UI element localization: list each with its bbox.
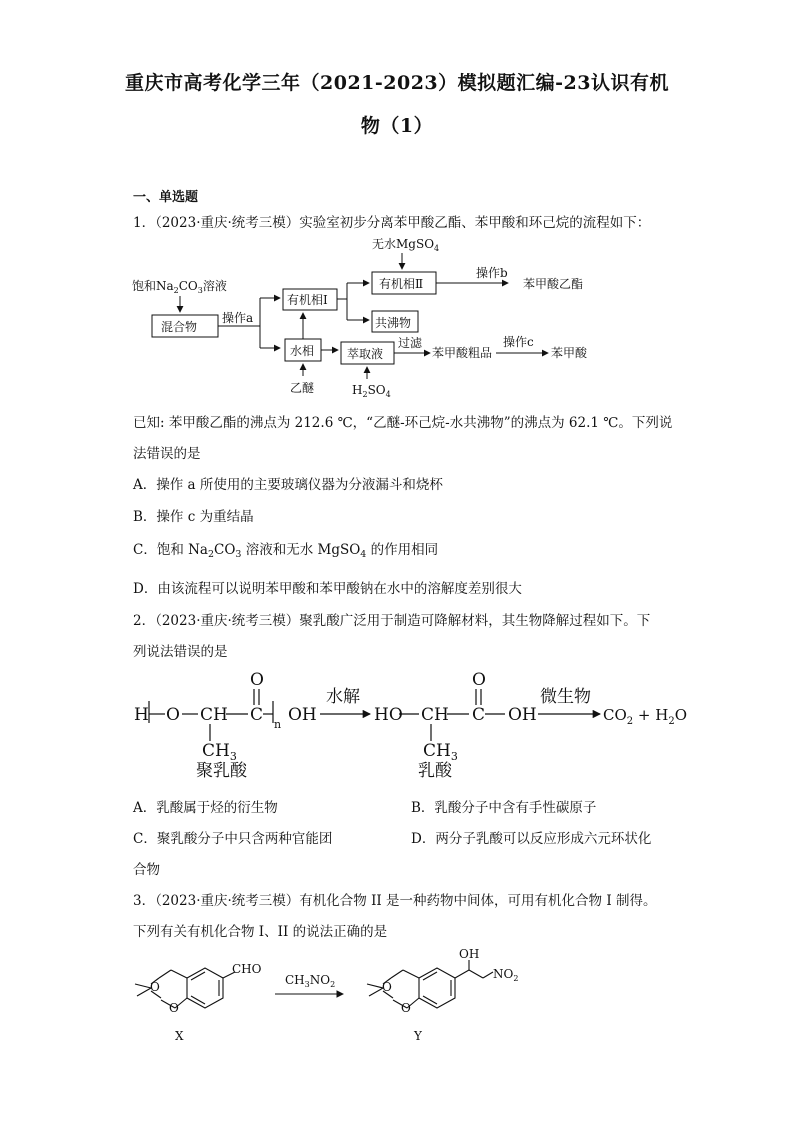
q3-stem-line1: 3．（2023·重庆·统考三模）有机化合物 II 是一种药物中间体，可用有机化合物 I 制得。 (133, 893, 657, 909)
q3-no2: $NO_2$ (493, 967, 519, 983)
q2-stem-line1: 2．（2023·重庆·统考三模）聚乳酸广泛用于制造可降解材料，其生物降解过程如下。下 (133, 613, 651, 629)
svg-text:O: O (150, 980, 160, 994)
svg-text:n: n (274, 718, 282, 731)
q3-stem-line2: 下列有关有机化合物 I、II 的说法正确的是 (133, 924, 388, 940)
flow-product-ester: 苯甲酸乙酯 (523, 277, 584, 291)
svg-text:O: O (382, 980, 392, 994)
flow-input-na2co3: 饱和$Na_2CO_3$溶液 (132, 279, 227, 295)
q1-option-c: C．饱和 $Na_2CO_3$ 溶液和无水 MgSO$_4$ 的作用相同 (133, 542, 439, 560)
q3-reagent: $CH_3NO_2$ (285, 973, 336, 989)
flow-h2so4: $H_2SO_4$ (352, 383, 391, 399)
q1-stem: 1．（2023·重庆·统考三模）实验室初步分离苯甲酸乙酯、苯甲酸和环己烷的流程如下： (133, 215, 651, 231)
document-title-line2: 物（1） (360, 115, 434, 137)
q1-option-b: B．操作 c 为重结晶 (133, 509, 254, 525)
svg-text:操作a: 操作a (222, 311, 254, 325)
svg-text:混合物: 混合物 (161, 320, 198, 334)
svg-text:操作b: 操作b (476, 266, 508, 280)
svg-text:过滤: 过滤 (398, 336, 423, 350)
svg-text:CH: CH (200, 705, 228, 725)
q3-oh: OH (459, 948, 480, 961)
svg-text:共沸物: 共沸物 (375, 316, 412, 330)
q1-known-line1: 已知: 苯甲酸乙酯的沸点为 212.6 ℃，“乙醚-环己烷-水共沸物”的沸点为 62.1 ℃。下列说 (133, 415, 673, 431)
q1-option-d: D．由该流程可以说明苯甲酸和苯甲酸钠在水中的溶解度差别很大 (133, 581, 522, 597)
q2-degradation-scheme (130, 668, 700, 788)
svg-text:有机相Ⅰ: 有机相Ⅰ (287, 293, 328, 307)
flow-ether: 乙醚 (290, 381, 315, 395)
svg-text:水相: 水相 (290, 344, 315, 358)
q2-label-lactic: 乳酸 (418, 761, 452, 781)
q3-label-y: Y (414, 1029, 422, 1043)
svg-text:操作c: 操作c (503, 335, 534, 349)
q2-option-a: A．乳酸属于烃的衍生物 (133, 800, 278, 816)
svg-text:O: O (166, 705, 180, 725)
q2-option-d: D．两分子乳酸可以反应形成六元环状化 (411, 831, 652, 847)
q1-option-a: A．操作 a 所使用的主要玻璃仪器为分液漏斗和烧杯 (133, 477, 443, 493)
q3-reaction-scheme (125, 948, 565, 1048)
flow-reagent-mgso4: 无水MgSO$_4$ (372, 237, 440, 253)
section-heading: 一、单选题 (133, 190, 199, 205)
q3-cho: CHO (232, 962, 262, 976)
q2-label-polymer: 聚乳酸 (196, 761, 247, 781)
q1-flow-diagram (130, 232, 610, 402)
svg-text:萃取液: 萃取液 (347, 347, 384, 361)
q2-lactic-methyl: $CH_3$ (423, 741, 458, 763)
q2-polymer-methyl: $CH_3$ (202, 741, 237, 763)
flow-crude: 苯甲酸粗品 (432, 346, 493, 360)
svg-text:C: C (250, 705, 264, 725)
q2-option-d-cont: 合物 (133, 862, 160, 878)
svg-text:微生物: 微生物 (540, 687, 591, 707)
svg-text:C: C (472, 705, 486, 725)
svg-text:CH: CH (421, 705, 449, 725)
flow-product-acid: 苯甲酸 (551, 346, 588, 360)
q2-products: $CO_2 + H_2O$ (603, 706, 688, 727)
q1-known-line2: 法错误的是 (133, 446, 201, 462)
q2-stem-line2: 列说法错误的是 (133, 644, 228, 660)
svg-text:HO: HO (374, 705, 403, 725)
svg-text:OH: OH (508, 705, 537, 725)
q2-option-b: B．乳酸分子中含有手性碳原子 (411, 800, 597, 816)
svg-text:O: O (401, 1001, 411, 1015)
q2-option-c: C．聚乳酸分子中只含两种官能团 (133, 831, 333, 847)
svg-text:O: O (250, 670, 264, 690)
svg-text:水解: 水解 (326, 687, 360, 707)
q3-label-x: X (175, 1029, 184, 1043)
svg-text:OH: OH (288, 705, 317, 725)
svg-text:O: O (472, 670, 486, 690)
svg-text:O: O (169, 1001, 179, 1015)
svg-text:H: H (134, 705, 149, 725)
document-title-line1: 重庆市高考化学三年（2021-2023）模拟题汇编-23认识有机 (125, 72, 669, 94)
svg-text:有机相Ⅱ: 有机相Ⅱ (379, 277, 424, 291)
